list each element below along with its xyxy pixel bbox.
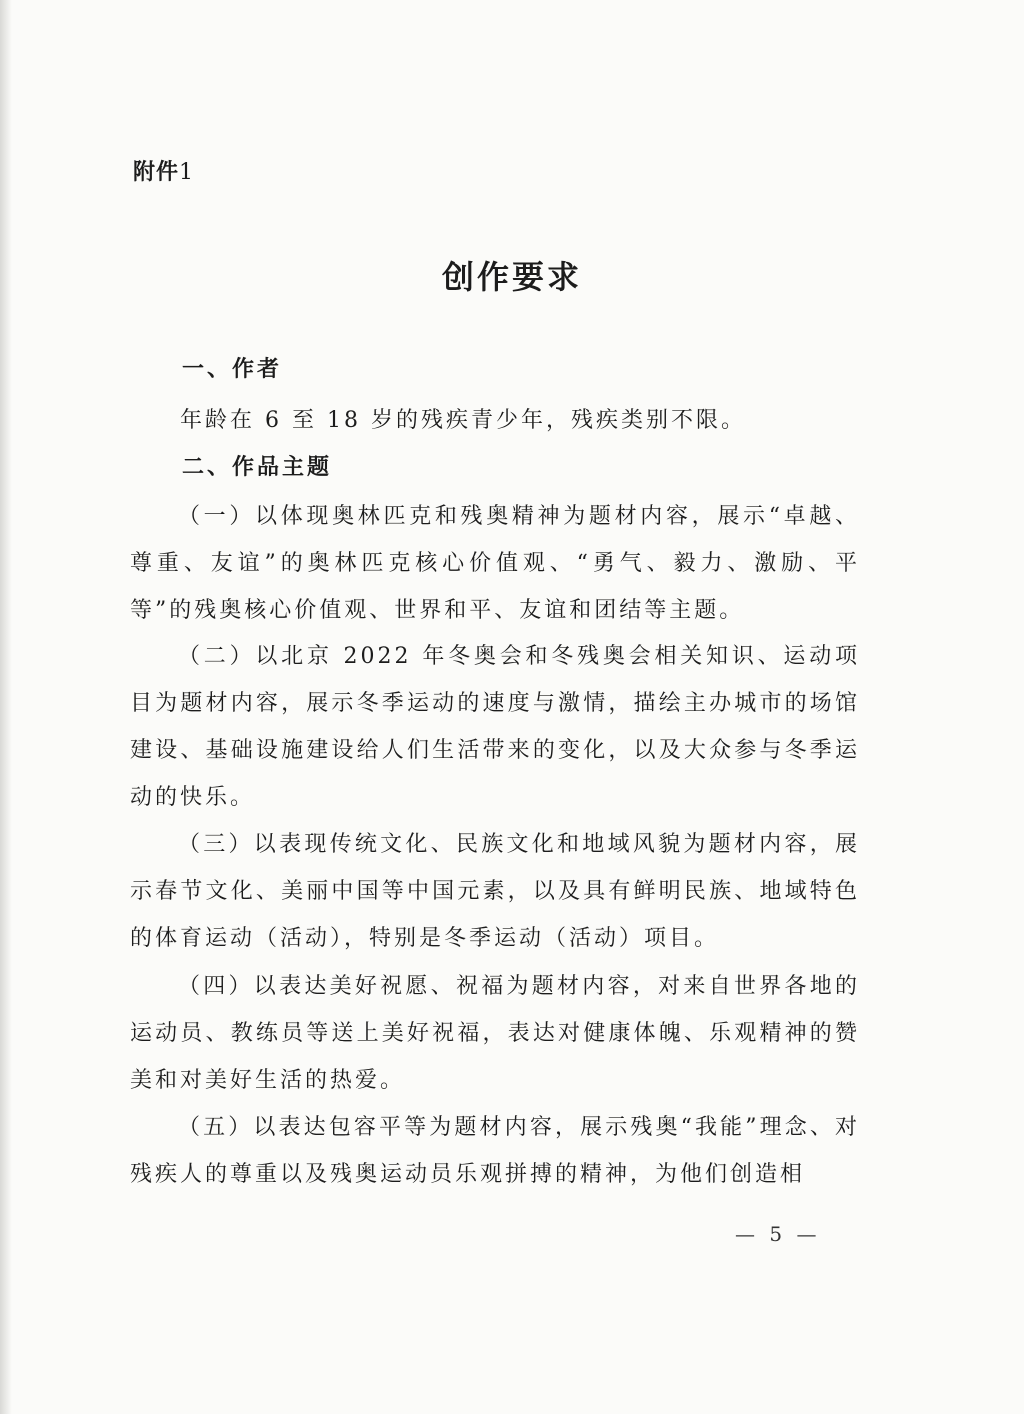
section-text-author: 年龄在 6 至 18 岁的残疾青少年，残疾类别不限。 <box>180 408 746 433</box>
theme-item-5: （五）以表达包容平等为题材内容，展示残奥“我能”理念、对残疾人的尊重以及残奥运动员乐观拼搏的精神，为他们创造相 <box>130 1115 860 1187</box>
theme-item-4: （四）以表达美好祝愿、祝福为题材内容，对来自世界各地的运动员、教练员等送上美好祝福，表达对健康体魄、乐观精神的赞美和对美好生活的热爱。 <box>130 974 860 1093</box>
theme-item-1: （一）以体现奥林匹克和残奥精神为题材内容，展示“卓越、尊重、友谊”的奥林匹克核心价值观、“勇气、毅力、激励、平等”的残奥核心价值观、世界和平、友谊和团结等主题。 <box>130 504 860 623</box>
theme-item-2: （二）以北京 2022 年冬奥会和冬残奥会相关知识、运动项目为题材内容，展示冬季运动的速度与激情，描绘主办城市的场馆建设、基础设施建设给人们生活带来的变化，以及大众参与冬季运动的快乐。 <box>130 644 860 810</box>
attachment-label-text: 附件 <box>133 160 180 185</box>
section-heading-theme: 二、作品主题 <box>182 455 333 480</box>
document-title: 创作要求 <box>441 258 582 296</box>
section-heading-author: 一、作者 <box>182 357 283 382</box>
theme-item-3: （三）以表现传统文化、民族文化和地域风貌为题材内容，展示春节文化、美丽中国等中国元素，以及具有鲜明民族、地域特色的体育运动（活动），特别是冬季运动（活动）项目。 <box>130 832 860 951</box>
attachment-number: 1 <box>179 160 195 185</box>
page-number: — 5 — <box>735 1222 821 1246</box>
scan-edge-shadow <box>0 0 12 1414</box>
attachment-label <box>133 155 194 186</box>
